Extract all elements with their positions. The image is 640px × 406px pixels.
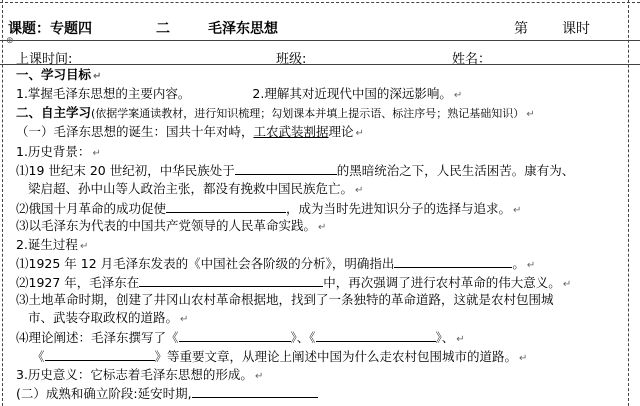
meta-row [0, 44, 640, 66]
class-time-label: 上课时间: [16, 52, 73, 67]
birth-3-cont: 市、武装夺取政权的道路。 ↵ [28, 310, 189, 325]
blank-8[interactable] [192, 384, 318, 398]
blank-6[interactable] [316, 328, 436, 342]
topic-title: 毛泽东思想 [208, 21, 278, 37]
blank-7[interactable] [45, 347, 155, 361]
chapter-number: 二 [156, 21, 170, 37]
sub-maturity-heading: (二）成熟和确立阶段:延安时期, [16, 384, 318, 403]
birth-2: ⑵1927 年，毛泽东在 中，再次强调了进行农村革命的伟大意义。 ↵ [16, 275, 572, 290]
blank-5[interactable] [179, 328, 291, 342]
course-label: 课题：专题四 [8, 21, 92, 37]
title-divider [0, 40, 640, 41]
sub-birth-heading: （一）毛泽东思想的诞生：国共十年对峙，工农武装割据理论 ↵ [16, 124, 364, 139]
background-title: 1.历史背景： ↵ [16, 144, 101, 159]
blank-2[interactable] [166, 199, 286, 213]
blank-4[interactable] [139, 273, 323, 287]
goal-line: 1.掌握毛泽东思想的主要内容。 2.理解其对近现代中国的深远影响。 ↵ [16, 86, 463, 101]
class-name-label: 班级: [276, 52, 307, 67]
underlined-term: 工农武装割据 [253, 124, 329, 139]
goal-1: 1.掌握毛泽东思想的主要内容。 [16, 86, 191, 101]
section-goals-title: 一、学习目标 ↵ [16, 67, 102, 82]
birth-1: ⑴1925 年 12 月毛泽东发表的《中国社会各阶级的分析》，明确指出 。 ↵ [16, 256, 536, 271]
birth-4-cont: 《 》等重要文章，从理论上阐述中国为什么走农村包围城市的道路。 ↵ [32, 349, 528, 364]
background-2: ⑵俄国十月革命的成功促使 ，成为当时先进知识分子的选择与追求。 ↵ [16, 201, 522, 216]
self-study-title: 二、自主学习 [16, 105, 92, 120]
background-3: ⑶以毛泽东为代表的中国共产党领导的人民革命实践。 ↵ [16, 218, 327, 233]
self-study-tip: (依据学案通读教材，进行知识梳理；勾划课本并填上提示语、标注序号；熟记基础知识） [91, 107, 525, 120]
birth-3: ⑶土地革命时期，创建了井冈山农村革命根据地，找到了一条独特的革命道路，这就是农村包围城 [16, 292, 554, 307]
birth-4: ⑷理论阐述：毛泽东撰写了《 》、《 》、 ↵ [16, 330, 465, 345]
title-row [0, 2, 640, 38]
lesson-keshi: 课时 [562, 21, 590, 37]
section-self-study: 二、自主学习(依据学案通读教材，进行知识梳理；勾划课本并填上提示语、标注序号；熟记基础知识） ↵ [16, 105, 535, 120]
goal-2: 2.理解其对近现代中国的深远影响。 [252, 86, 452, 101]
table-corner-mark: ⊕ [6, 36, 14, 46]
background-1-cont: 梁启超、孙中山等人政治主张，都没有挽救中国民族危亡。 ↵ [28, 181, 364, 196]
student-name-label: 姓名： [452, 52, 492, 67]
blank-1[interactable] [235, 161, 337, 175]
background-1: ⑴19 世纪末 20 世纪初，中华民族处于 的黑暗统治之下，人民生活困苦。康有为、 [16, 163, 575, 178]
lesson-di: 第 [514, 21, 528, 37]
birth-title: 2.诞生过程 ↵ [16, 237, 89, 252]
blank-3[interactable] [394, 254, 512, 268]
significance: 3.历史意义：它标志着毛泽东思想的形成。 ↵ [16, 367, 264, 382]
